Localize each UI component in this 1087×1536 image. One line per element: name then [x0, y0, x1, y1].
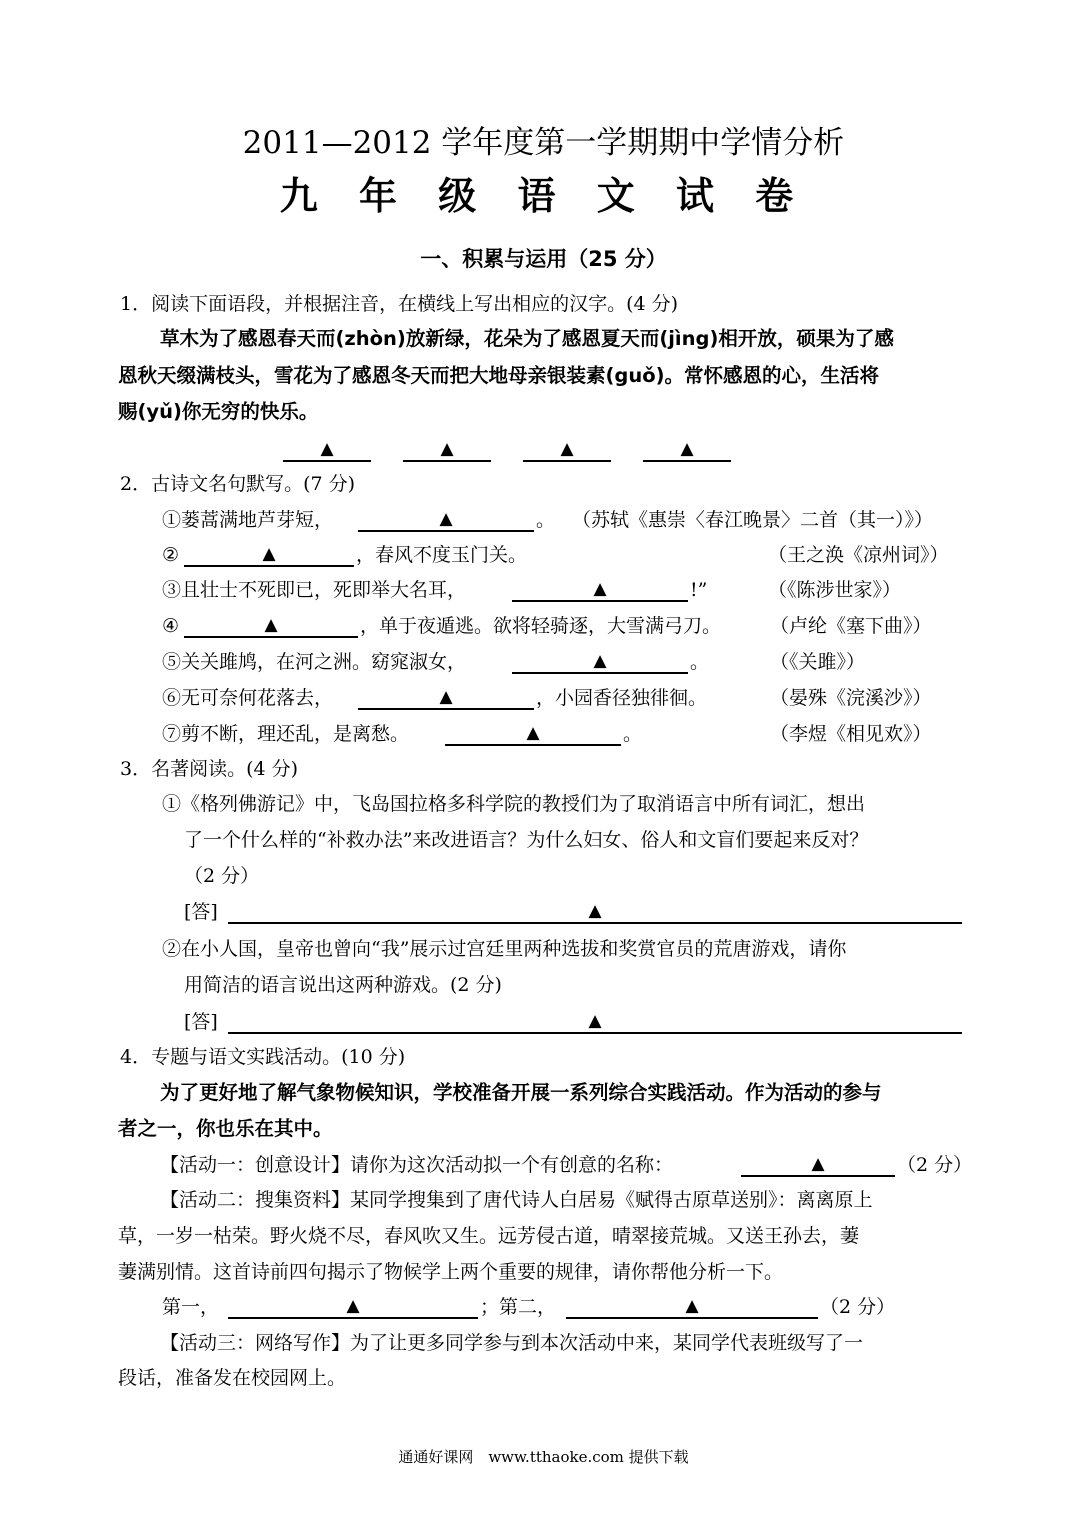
q4-activity-2-line: 萋满别情。这首诗前四句揭示了物候学上两个重要的规律，请你帮他分析一下。 [118, 1261, 784, 1283]
answer-label: [答] [184, 901, 218, 923]
q2-item-text: ③且壮士不死即已，死即举大名耳， [162, 579, 467, 601]
q2-item-text: ①蒌蒿满地芦芽短， [162, 509, 334, 531]
page-footer: 通通好课网 www.tthaoke.com 提供下载 [398, 1448, 689, 1466]
triangle-icon: ▲ [560, 439, 574, 459]
exam-title: 2011—2012 学年度第一学期期中学情分析 [242, 125, 845, 161]
q2-item-source: （苏轼《惠崇〈春江晚景〉二首（其一）》） [572, 509, 934, 531]
q4-second-blank[interactable] [566, 1295, 818, 1319]
q2-answer-blank[interactable] [184, 543, 354, 567]
q2-item-text: ④ [162, 615, 180, 637]
q2-item-text: ，春风不度玉门关。 [356, 544, 528, 566]
triangle-icon: ▲ [593, 579, 607, 599]
q2-item-text: ，小园香径独徘徊。 [536, 687, 708, 709]
triangle-icon: ▲ [680, 439, 694, 459]
q2-item-text: ⑥无可奈何花落去， [162, 687, 334, 709]
q2-answer-blank[interactable] [184, 614, 358, 638]
triangle-icon: ▲ [685, 1296, 699, 1316]
triangle-icon: ▲ [439, 687, 453, 707]
q2-item-source: （李煜《相见欢》） [770, 723, 932, 745]
triangle-icon: ▲ [346, 1296, 360, 1316]
q2-answer-blank[interactable] [358, 686, 534, 710]
triangle-icon: ▲ [439, 509, 453, 529]
q2-answer-blank[interactable] [358, 508, 534, 532]
q2-answer-blank[interactable] [445, 722, 621, 746]
q1-stem: 1．阅读下面语段，并根据注音，在横线上写出相应的汉字。(4 分) [120, 293, 679, 315]
q4-intro-line: 为了更好地了解气象物候知识，学校准备开展一系列综合实践活动。作为活动的参与 [160, 1081, 882, 1104]
q2-answer-blank[interactable] [512, 578, 688, 602]
triangle-icon: ▲ [593, 651, 607, 671]
q2-item-source: （《陈涉世家》） [768, 579, 902, 601]
q2-item-text: ⑦剪不断，理还乱，是离愁。 [162, 723, 410, 745]
q2-item-text: ⑤关关雎鸠，在河之洲。窈窕淑女， [162, 651, 467, 673]
q4-stem: 4．专题与语文实践活动。(10 分) [120, 1046, 406, 1068]
triangle-icon: ▲ [320, 439, 334, 459]
q1-passage-line: 草木为了感恩春天而(zhòn)放新绿，花朵为了感恩夏天而(jìng)相开放，硕果为了感 [160, 327, 894, 350]
q2-item-text: ② [162, 544, 180, 566]
q2-item-text: 。 [536, 509, 556, 531]
q4-activity-1: 【活动一：创意设计】请你为这次活动拟一个有创意的名称： [160, 1154, 674, 1176]
q2-item-text: !” [690, 579, 708, 601]
triangle-icon: ▲ [264, 615, 278, 635]
q3-answer-line[interactable] [228, 900, 962, 924]
q3-sub1-line: ①《格列佛游记》中，飞岛国拉格多科学院的教授们为了取消语言中所有词汇，想出 [162, 793, 866, 815]
q4-score: （2 分） [897, 1154, 973, 1176]
q2-stem: 2．古诗文名句默写。(7 分) [120, 473, 356, 495]
q3-answer-line[interactable] [228, 1010, 962, 1034]
q4-second-label: ；第二， [480, 1296, 557, 1318]
triangle-icon: ▲ [588, 1011, 602, 1031]
q2-item-source: （晏殊《浣溪沙》） [770, 687, 932, 709]
q4-activity-3-line: 【活动三：网络写作】为了让更多同学参与到本次活动中来，某同学代表班级写了一 [160, 1332, 864, 1354]
q3-sub1-line: （2 分） [184, 865, 260, 887]
exam-subtitle: 九 年 级 语 文 试 卷 [279, 174, 808, 218]
q1-answer-blank[interactable] [283, 438, 371, 462]
q4-first-label: 第一， [162, 1296, 220, 1318]
q1-answer-blank[interactable] [643, 438, 731, 462]
q1-passage-line: 赐(yǔ)你无穷的快乐。 [118, 400, 319, 423]
q4-activity-2-line: 【活动二：搜集资料】某同学搜集到了唐代诗人白居易《赋得古原草送别》：离离原上 [160, 1189, 873, 1211]
answer-label: [答] [184, 1011, 218, 1033]
triangle-icon: ▲ [811, 1154, 825, 1174]
q2-item-text: 。 [690, 651, 710, 673]
q3-sub2-line: ②在小人国，皇帝也曾向“我”展示过宫廷里两种选拔和奖赏官员的荒唐游戏，请你 [162, 938, 847, 960]
triangle-icon: ▲ [526, 723, 540, 743]
q4-activity-2-line: 草，一岁一枯荣。野火烧不尽，春风吹又生。远芳侵古道，晴翠接荒城。又送王孙去，萋 [118, 1225, 860, 1247]
q2-item-source: （《关雎》） [770, 651, 866, 673]
q1-passage-line: 恩秋天缀满枝头，雪花为了感恩冬天而把大地母亲银装素(guǒ)。常怀感恩的心，生活将 [118, 364, 880, 387]
q3-sub1-line: 了一个什么样的“补救办法”来改进语言？为什么妇女、俗人和文盲们要起来反对？ [184, 829, 869, 851]
triangle-icon: ▲ [440, 439, 454, 459]
q2-item-text: ，单于夜遁逃。欲将轻骑逐，大雪满弓刀。 [360, 615, 722, 637]
q2-answer-blank[interactable] [512, 650, 688, 674]
q2-item-source: （卢纶《塞下曲》） [770, 615, 932, 637]
section-heading: 一、积累与运用（25 分） [420, 247, 667, 271]
q2-item-text: 。 [623, 723, 643, 745]
q4-activity-3-line: 段话，准备发在校园网上。 [118, 1367, 347, 1389]
q3-stem: 3．名著阅读。(4 分) [120, 758, 299, 780]
q1-answer-blank[interactable] [523, 438, 611, 462]
q4-first-blank[interactable] [228, 1295, 478, 1319]
q4-intro-line: 者之一，你也乐在其中。 [118, 1117, 333, 1140]
q2-item-source: （王之涣《凉州词》） [768, 544, 949, 566]
q3-sub2-line: 用简洁的语言说出这两种游戏。(2 分) [184, 974, 502, 996]
triangle-icon: ▲ [262, 544, 276, 564]
q4-activity-name-blank[interactable] [741, 1153, 895, 1177]
q1-answer-blank[interactable] [403, 438, 491, 462]
q4-score: （2 分） [820, 1296, 896, 1318]
triangle-icon: ▲ [588, 901, 602, 921]
